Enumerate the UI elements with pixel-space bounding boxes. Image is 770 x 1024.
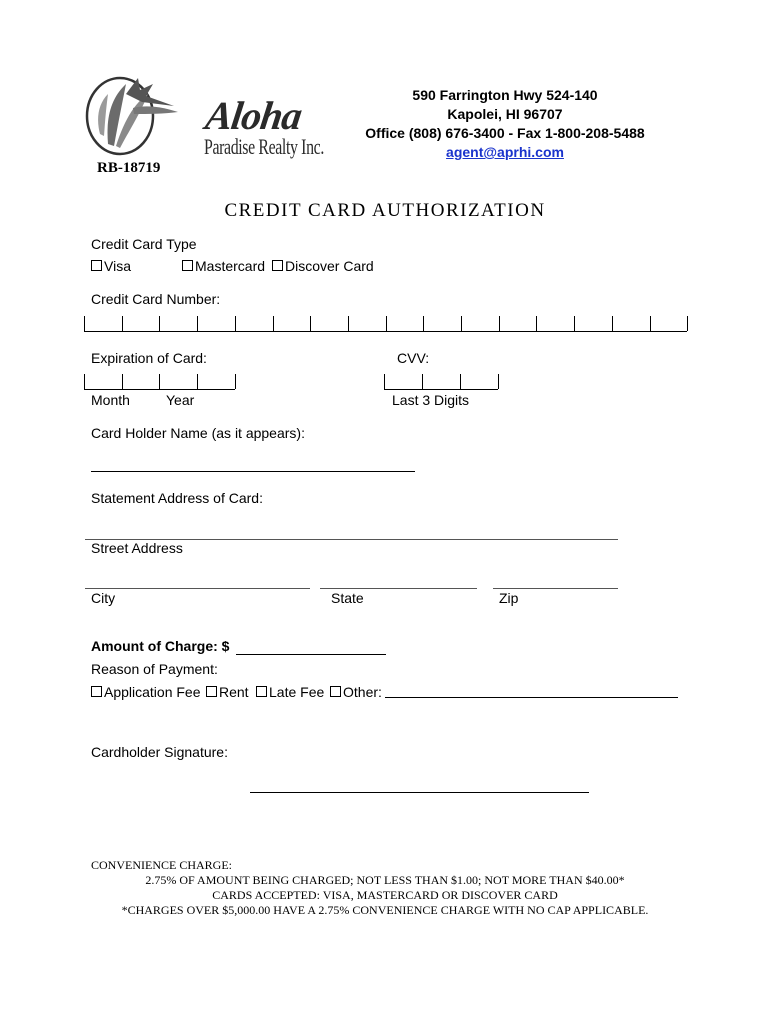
card-number-box-divider xyxy=(84,316,85,331)
expiration-box-divider xyxy=(235,374,236,389)
zip-label: Zip xyxy=(499,590,519,606)
card-number-box-divider xyxy=(423,316,424,331)
city-line[interactable] xyxy=(85,588,310,589)
card-number-box-divider xyxy=(386,316,387,331)
state-label: State xyxy=(331,590,364,606)
city-label: City xyxy=(91,590,116,606)
license-number: RB-18719 xyxy=(97,160,161,176)
logo-script-text: Aloha xyxy=(202,93,305,138)
card-number-box-divider xyxy=(687,316,688,331)
zip-line[interactable] xyxy=(493,588,618,589)
card-number-box-divider xyxy=(574,316,575,331)
footer-line-1: CONVENIENCE CHARGE: xyxy=(91,858,232,872)
card-number-box-divider xyxy=(461,316,462,331)
cvv-box-baseline xyxy=(384,389,498,390)
reason-label: Reason of Payment: xyxy=(91,661,218,677)
cvv-label: CVV: xyxy=(397,350,430,366)
month-label: Month xyxy=(91,392,130,408)
checkbox-other[interactable]: Other: xyxy=(330,684,382,700)
expiration-box-divider xyxy=(84,374,85,389)
card-number-box-divider xyxy=(310,316,311,331)
checkbox-application-fee[interactable]: Application Fee xyxy=(91,684,201,700)
address-line-1: 590 Farrington Hwy 524-140 xyxy=(412,87,598,103)
address-line-2: Kapolei, HI 96707 xyxy=(447,106,563,122)
card-number-box-divider xyxy=(499,316,500,331)
expiration-box-baseline xyxy=(84,389,235,390)
checkbox-discover[interactable]: Discover Card xyxy=(272,258,374,274)
card-number-box-divider xyxy=(122,316,123,331)
card-holder-line[interactable] xyxy=(91,471,415,472)
card-number-box-baseline xyxy=(84,331,687,332)
card-number-box-divider xyxy=(159,316,160,331)
cvv-box-divider xyxy=(384,374,385,389)
card-number-box-divider xyxy=(235,316,236,331)
expiration-box-divider xyxy=(197,374,198,389)
address-line-3: Office (808) 676-3400 - Fax 1-800-208-5488 xyxy=(365,125,645,141)
checkbox-late-fee[interactable]: Late Fee xyxy=(256,684,324,700)
card-number-field[interactable] xyxy=(84,316,688,332)
year-label: Year xyxy=(166,392,195,408)
card-number-label: Credit Card Number: xyxy=(91,291,221,307)
card-number-box-divider xyxy=(650,316,651,331)
card-number-box-divider xyxy=(273,316,274,331)
other-reason-line[interactable] xyxy=(385,697,678,698)
email-link[interactable]: agent@aprhi.com xyxy=(446,144,564,160)
state-line[interactable] xyxy=(320,588,477,589)
footer-line-3: CARDS ACCEPTED: VISA, MASTERCARD OR DISCOVER CARD xyxy=(212,888,558,902)
card-type-label: Credit Card Type xyxy=(91,236,197,252)
cvv-box-divider xyxy=(460,374,461,389)
cvv-box-divider xyxy=(498,374,499,389)
card-number-box-divider xyxy=(348,316,349,331)
card-holder-label: Card Holder Name (as it appears): xyxy=(91,425,305,441)
street-address-label: Street Address xyxy=(91,540,183,556)
card-number-box-divider xyxy=(612,316,613,331)
checkbox-visa[interactable]: Visa xyxy=(91,258,131,274)
convenience-charge-notice xyxy=(60,858,710,918)
cvv-box-divider xyxy=(422,374,423,389)
cvv-field[interactable] xyxy=(384,374,500,390)
statement-address-label: Statement Address of Card: xyxy=(91,490,263,506)
card-number-box-divider xyxy=(197,316,198,331)
expiration-label: Expiration of Card: xyxy=(91,350,207,366)
expiration-box-divider xyxy=(122,374,123,389)
bird-of-paradise-icon xyxy=(78,64,188,164)
expiration-box-divider xyxy=(159,374,160,389)
logo-company-text: Paradise Realty Inc. xyxy=(204,134,324,159)
checkbox-rent[interactable]: Rent xyxy=(206,684,249,700)
footer-line-2: 2.75% OF AMOUNT BEING CHARGED; NOT LESS THAN $1.00; NOT MORE THAN $40.00* xyxy=(145,873,625,887)
signature-line[interactable] xyxy=(250,792,589,793)
form-title: CREDIT CARD AUTHORIZATION xyxy=(224,200,546,221)
cvv-hint: Last 3 Digits xyxy=(392,392,470,408)
expiration-field[interactable] xyxy=(84,374,236,390)
company-logo xyxy=(78,64,328,174)
card-number-box-divider xyxy=(536,316,537,331)
footer-line-4: *CHARGES OVER $5,000.00 HAVE A 2.75% CONVENIENCE CHARGE WITH NO CAP APPLICABLE. xyxy=(121,903,649,917)
checkbox-mastercard[interactable]: Mastercard xyxy=(182,258,265,274)
amount-label: Amount of Charge: $ xyxy=(91,638,230,654)
amount-line[interactable] xyxy=(236,654,386,655)
company-address xyxy=(300,86,710,162)
signature-label: Cardholder Signature: xyxy=(91,744,228,760)
